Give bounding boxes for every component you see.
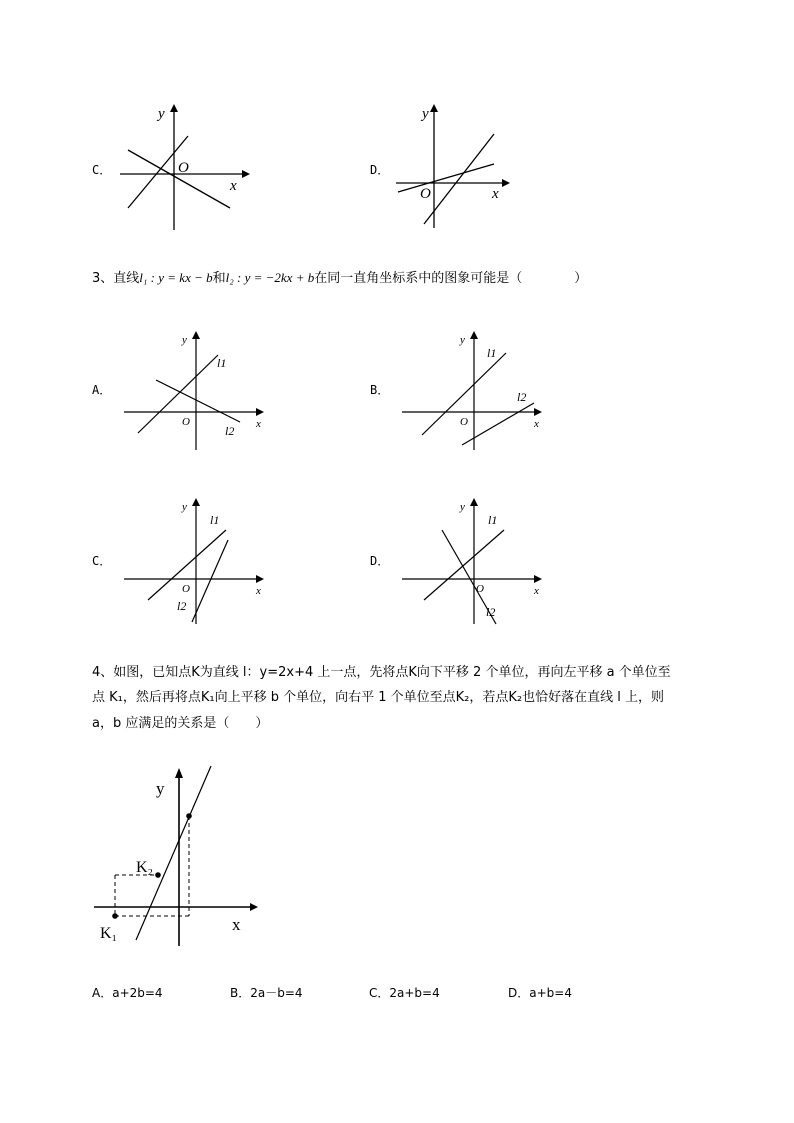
q3b-x-label: x xyxy=(534,418,539,430)
q4-point-k1 xyxy=(112,913,118,919)
q3-l2-equation: l₂ : y = −2kx + b xyxy=(225,270,315,285)
q3-number: 3、 xyxy=(92,271,114,286)
q3-and: 和 xyxy=(212,271,226,286)
q2-option-c-label: C． xyxy=(92,163,112,177)
q3d-l1-label: l1 xyxy=(488,513,498,527)
q2c-origin: O xyxy=(178,160,189,176)
q4-point-k xyxy=(186,813,192,819)
q3d-origin: O xyxy=(476,583,484,595)
q3a-l1-label: l1 xyxy=(217,356,227,370)
q4-y-label: y xyxy=(156,779,165,798)
q3-graph-d xyxy=(396,492,551,627)
q3a-l2-label: l2 xyxy=(225,424,235,438)
q4-option-d[interactable]: D．a+b=4 xyxy=(508,986,572,1000)
q3-l1-equation: l₁ : y = kx − b xyxy=(139,270,213,285)
q3b-origin: O xyxy=(460,416,468,428)
q3c-l2-label: l2 xyxy=(177,599,187,613)
q3a-origin: O xyxy=(182,416,190,428)
q3d-l2-label: l2 xyxy=(486,605,496,619)
q3b-l2-label: l2 xyxy=(517,390,527,404)
q3c-x-label: x xyxy=(256,585,261,597)
q3-graph-c xyxy=(118,492,273,627)
q4-option-b[interactable]: B．2a－b=4 xyxy=(230,986,303,1000)
q4-option-c[interactable]: C．2a+b=4 xyxy=(369,986,440,1000)
q2-option-d-label: D． xyxy=(370,163,390,177)
q3d-x-label: x xyxy=(534,585,539,597)
q3-graph-b xyxy=(396,325,551,455)
q3c-y-label: y xyxy=(182,501,187,513)
q4-stem-line-2: 点 K₁，然后再将点K₁向上平移 b 个单位，向右平 1 个单位至点K₂，若点K₂也恰好落在直线 l 上，则 xyxy=(92,690,665,705)
q3a-y-label: y xyxy=(182,334,187,346)
q3a-x-label: x xyxy=(256,418,261,430)
q4-figure xyxy=(92,760,272,950)
q2d-origin: O xyxy=(420,186,431,202)
q4-k1-label: K₁ xyxy=(100,925,118,942)
q2-graph-c xyxy=(110,100,250,235)
q3-graph-a xyxy=(118,325,273,455)
q3-stem xyxy=(92,266,587,291)
q3-text-prefix: 直线 xyxy=(113,271,140,286)
q3-option-d-label: D． xyxy=(370,554,390,568)
q4-stem-line-3: a，b 应满足的关系是（ ） xyxy=(92,716,269,731)
q4-point-k2 xyxy=(155,872,161,878)
q2c-y-label: y xyxy=(158,106,165,122)
q3-text-suffix: 在同一直角坐标系中的图象可能是（ ） xyxy=(314,271,588,286)
q4-x-label: x xyxy=(232,915,241,934)
q4-answer-options xyxy=(92,984,652,1004)
q2-graph-d xyxy=(390,100,515,235)
q3c-origin: O xyxy=(182,583,190,595)
q2d-x-label: x xyxy=(492,186,499,202)
q2c-x-label: x xyxy=(230,178,237,194)
q3-option-a-label: A． xyxy=(92,383,112,397)
q4-stem-line-1: 4、如图，已知点K为直线 l：y=2x+4 上一点，先将点K向下平移 2 个单位，再向左平移 a 个单位至 xyxy=(92,665,671,680)
q3-option-c-label: C． xyxy=(92,554,112,568)
q3b-y-label: y xyxy=(460,334,465,346)
q2d-y-label: y xyxy=(422,106,429,122)
q4-option-a[interactable]: A．a+2b=4 xyxy=(92,986,163,1000)
q3c-l1-label: l1 xyxy=(210,513,220,527)
q4-k2-label: K₂ xyxy=(136,859,154,876)
q3-option-b-label: B． xyxy=(370,383,390,397)
q3b-l1-label: l1 xyxy=(487,346,497,360)
q3d-y-label: y xyxy=(460,501,465,513)
